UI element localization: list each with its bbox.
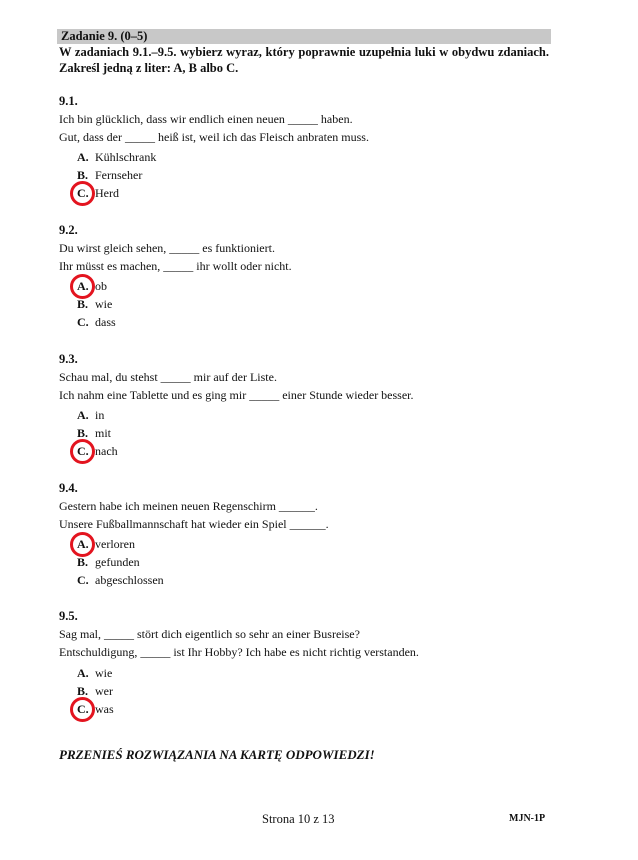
exam-code: MJN-1P	[509, 813, 546, 824]
question-sentence: Schau mal, du stehst _____ mir auf der Liste.	[59, 370, 277, 384]
question-sentence: Ihr müsst es machen, _____ ihr wollt oder nicht.	[59, 259, 292, 273]
option-text: gefunden	[95, 555, 140, 569]
option-text: nach	[95, 444, 118, 458]
answer-option[interactable]	[77, 572, 164, 588]
option-text: in	[95, 408, 105, 422]
option-text: abgeschlossen	[95, 573, 164, 587]
option-letter: B.	[77, 684, 89, 698]
answer-option[interactable]	[77, 167, 142, 183]
option-letter: A.	[77, 408, 89, 422]
option-letter: C.	[77, 702, 89, 716]
option-text: wie	[95, 297, 113, 311]
page-number: Strona 10 z 13	[262, 812, 335, 826]
option-text: dass	[95, 315, 116, 329]
answer-option[interactable]	[77, 149, 156, 165]
option-letter: A.	[77, 666, 89, 680]
option-text: wie	[95, 666, 113, 680]
option-text: ob	[95, 279, 107, 293]
answer-circle-mark	[70, 181, 95, 206]
question-sentence: Unsere Fußballmannschaft hat wieder ein Spiel ______.	[59, 517, 329, 531]
option-letter: B.	[77, 168, 89, 182]
task-title: Zadanie 9. (0–5)	[61, 29, 148, 43]
answer-circle-mark	[70, 439, 95, 464]
question-sentence: Ich nahm eine Tablette und es ging mir _____ einer Stunde wieder besser.	[59, 388, 414, 402]
question-number: 9.5.	[59, 609, 78, 623]
question-sentence: Gut, dass der _____ heiß ist, weil ich das Fleisch anbraten muss.	[59, 130, 369, 144]
option-letter: A.	[77, 537, 89, 551]
option-letter: C.	[77, 186, 89, 200]
option-letter: B.	[77, 555, 89, 569]
option-text: was	[95, 702, 114, 716]
answer-option[interactable]	[77, 407, 104, 423]
option-letter: B.	[77, 297, 89, 311]
option-letter: B.	[77, 426, 89, 440]
question-number: 9.4.	[59, 481, 78, 495]
question-number: 9.1.	[59, 94, 78, 108]
question-sentence: Gestern habe ich meinen neuen Regenschirm ______.	[59, 499, 318, 513]
question-sentence: Ich bin glücklich, dass wir endlich einen neuen _____ haben.	[59, 112, 353, 126]
option-letter: C.	[77, 315, 89, 329]
option-letter: C.	[77, 444, 89, 458]
answer-option[interactable]	[77, 665, 112, 681]
option-text: wer	[95, 684, 113, 698]
task-title-bar	[57, 29, 551, 44]
answer-circle-mark	[70, 697, 95, 722]
answer-option[interactable]	[77, 314, 116, 330]
question-sentence: Entschuldigung, _____ ist Ihr Hobby? Ich habe es nicht richtig verstanden.	[59, 645, 419, 659]
option-text: Herd	[95, 186, 119, 200]
question-number: 9.2.	[59, 223, 78, 237]
answer-circle-mark	[70, 532, 95, 557]
answer-option[interactable]	[77, 554, 140, 570]
question-number: 9.3.	[59, 352, 78, 366]
option-letter: A.	[77, 150, 89, 164]
answer-circle-mark	[70, 274, 95, 299]
option-letter: A.	[77, 279, 89, 293]
option-letter: C.	[77, 573, 89, 587]
option-text: mit	[95, 426, 112, 440]
question-sentence: Du wirst gleich sehen, _____ es funktioniert.	[59, 241, 275, 255]
option-text: Fernseher	[95, 168, 143, 182]
task-instruction: W zadaniach 9.1.–9.5. wybierz wyraz, który poprawnie uzupełnia luki w obydwu zdaniach. Zakreśl jedną z liter: A, B albo C.	[59, 45, 549, 75]
option-text: verloren	[95, 537, 135, 551]
question-sentence: Sag mal, _____ stört dich eigentlich so sehr an einer Busreise?	[59, 627, 360, 641]
transfer-answers-note: PRZENIEŚ ROZWIĄZANIA NA KARTĘ ODPOWIEDZI!	[59, 747, 375, 762]
option-text: Kühlschrank	[95, 150, 157, 164]
